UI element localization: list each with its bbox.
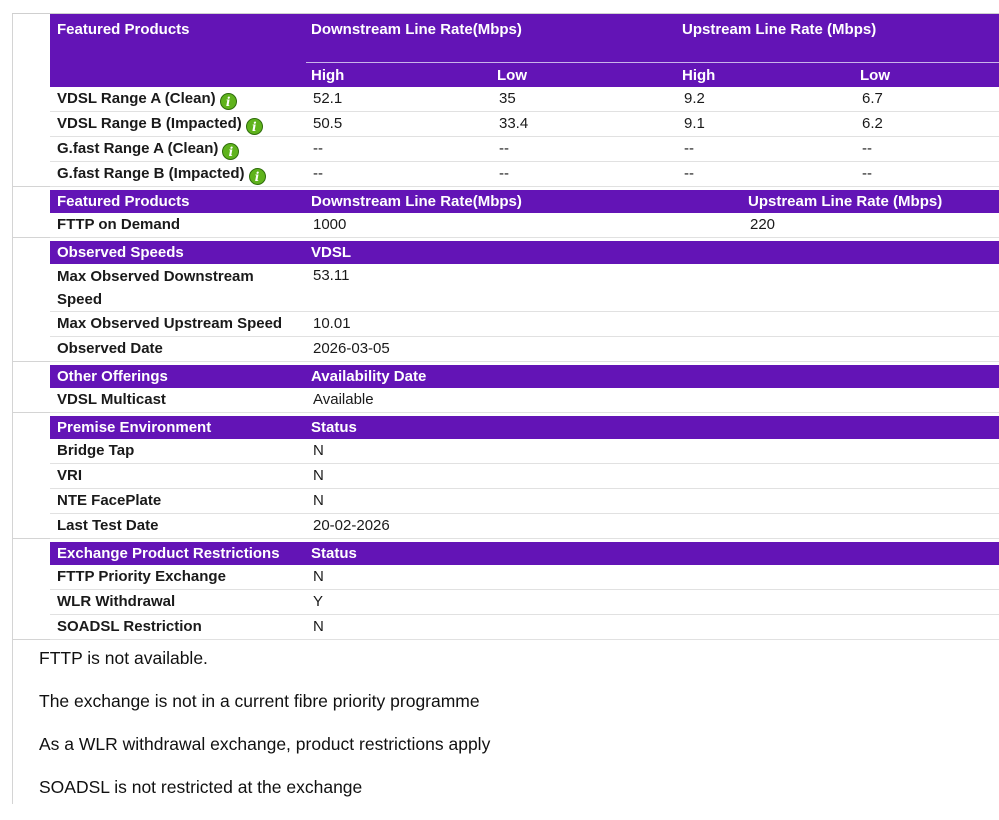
results-frame: [12, 14, 999, 804]
row-value: 20-02-2026: [313, 517, 390, 534]
downstream-low-value: --: [499, 165, 509, 182]
info-icon[interactable]: i: [220, 93, 237, 110]
upstream-high-value: --: [684, 140, 694, 157]
row-label: Last Test Date: [57, 517, 159, 534]
table-row: [50, 312, 999, 337]
other-offerings-table: [50, 365, 999, 413]
table-row: [50, 388, 999, 413]
downstream-value: 1000: [313, 216, 347, 233]
upstream-low-value: --: [862, 140, 872, 157]
subheader-downstream-low: Low: [497, 67, 527, 84]
downstream-low-value: 35: [499, 90, 516, 107]
header-exchange-product-restrictions: Exchange Product Restrictions: [57, 545, 280, 562]
upstream-low-value: 6.7: [862, 90, 883, 107]
row-label: VDSL Multicast: [57, 391, 166, 408]
table-header: [50, 241, 999, 264]
upstream-low-value: --: [862, 165, 872, 182]
downstream-high-value: 52.1: [313, 90, 343, 107]
table-row: [50, 264, 999, 312]
note-wlr-withdrawal: As a WLR withdrawal exchange, product restrictions apply: [39, 734, 491, 754]
table-row: [50, 87, 999, 112]
upstream-high-value: 9.2: [684, 90, 705, 107]
subheader-upstream-low: Low: [860, 67, 890, 84]
upstream-high-value: 9.1: [684, 115, 705, 132]
row-label: [57, 162, 266, 186]
header-premise-environment: Premise Environment: [57, 419, 212, 436]
header-other-offerings: Other Offerings: [57, 368, 168, 385]
row-label: Max Observed Upstream Speed: [57, 315, 283, 332]
table-header: [50, 365, 999, 388]
row-value: 10.01: [313, 315, 351, 332]
row-value: Y: [313, 593, 324, 610]
row-label: NTE FacePlate: [57, 492, 162, 509]
info-icon[interactable]: i: [249, 168, 266, 185]
table-header: [50, 416, 999, 439]
row-value: N: [313, 442, 324, 459]
table-row: [50, 464, 999, 489]
header-subdivider: [306, 62, 999, 63]
upstream-high-value: --: [684, 165, 694, 182]
header-availability-date: Availability Date: [311, 368, 427, 385]
table-header: [50, 14, 999, 87]
downstream-high-value: 50.5: [313, 115, 343, 132]
subheader-downstream-high: High: [311, 67, 345, 84]
row-label: FTTP on Demand: [57, 216, 181, 233]
table-row: [50, 489, 999, 514]
row-value: N: [313, 492, 324, 509]
header-downstream: Downstream Line Rate(Mbps): [311, 21, 522, 38]
info-icon[interactable]: i: [246, 118, 263, 135]
header-observed-speeds: Observed Speeds: [57, 244, 184, 261]
table-row: [50, 337, 999, 362]
row-value: 2026-03-05: [313, 340, 390, 357]
row-value: N: [313, 568, 324, 585]
table-row: [50, 137, 999, 162]
header-featured-products: Featured Products: [57, 193, 190, 210]
table-row: [50, 565, 999, 590]
header-upstream: Upstream Line Rate (Mbps): [748, 193, 943, 210]
header-downstream: Downstream Line Rate(Mbps): [311, 193, 522, 210]
exchange-product-restrictions-table: [50, 542, 999, 640]
downstream-low-value: 33.4: [499, 115, 529, 132]
row-label-text: VDSL Range A (Clean): [57, 90, 216, 107]
table-row: [50, 213, 999, 238]
row-label: Bridge Tap: [57, 442, 135, 459]
note-fibre-priority: The exchange is not in a current fibre priority programme: [39, 691, 480, 711]
observed-speeds-table: [50, 241, 999, 362]
table-row: [50, 112, 999, 137]
table-row: [50, 514, 999, 539]
row-value: N: [313, 467, 324, 484]
row-label: [57, 112, 263, 136]
subheader-upstream-high: High: [682, 67, 716, 84]
fttp-featured-products-table: [50, 190, 999, 238]
downstream-low-value: --: [499, 140, 509, 157]
top-cut-off-strip: [12, 0, 999, 14]
table-row: [50, 615, 999, 640]
note-fttp-availability: FTTP is not available.: [39, 648, 208, 668]
vdsl-featured-products-table: [50, 14, 999, 187]
row-label-text: VDSL Range B (Impacted): [57, 115, 242, 132]
row-label-text: G.fast Range B (Impacted): [57, 165, 245, 182]
table-row: [50, 439, 999, 464]
header-vdsl: VDSL: [311, 244, 352, 261]
row-label: FTTP Priority Exchange: [57, 568, 226, 585]
header-status: Status: [311, 545, 357, 562]
row-label: VRI: [57, 467, 83, 484]
upstream-value: 220: [750, 216, 776, 233]
row-label: Observed Date: [57, 340, 163, 357]
table-row: [50, 590, 999, 615]
header-status: Status: [311, 419, 357, 436]
row-label: WLR Withdrawal: [57, 593, 176, 610]
info-icon[interactable]: i: [222, 143, 239, 160]
row-label: SOADSL Restriction: [57, 618, 202, 635]
row-value: N: [313, 618, 324, 635]
row-label: Max Observed Downstream Speed: [57, 268, 254, 308]
header-upstream: Upstream Line Rate (Mbps): [682, 21, 877, 38]
table-header: [50, 190, 999, 213]
header-featured-products: Featured Products: [57, 21, 190, 38]
table-header: [50, 542, 999, 565]
row-value: Available: [313, 391, 374, 408]
row-label: [57, 137, 239, 161]
note-soadsl: SOADSL is not restricted at the exchange: [39, 777, 363, 797]
downstream-high-value: --: [313, 165, 323, 182]
upstream-low-value: 6.2: [862, 115, 883, 132]
row-label-text: G.fast Range A (Clean): [57, 140, 219, 157]
downstream-high-value: --: [313, 140, 323, 157]
availability-notes: [39, 648, 490, 820]
table-row: [50, 162, 999, 187]
premise-environment-table: [50, 416, 999, 539]
row-label: [57, 87, 237, 111]
row-value: 53.11: [313, 267, 350, 284]
